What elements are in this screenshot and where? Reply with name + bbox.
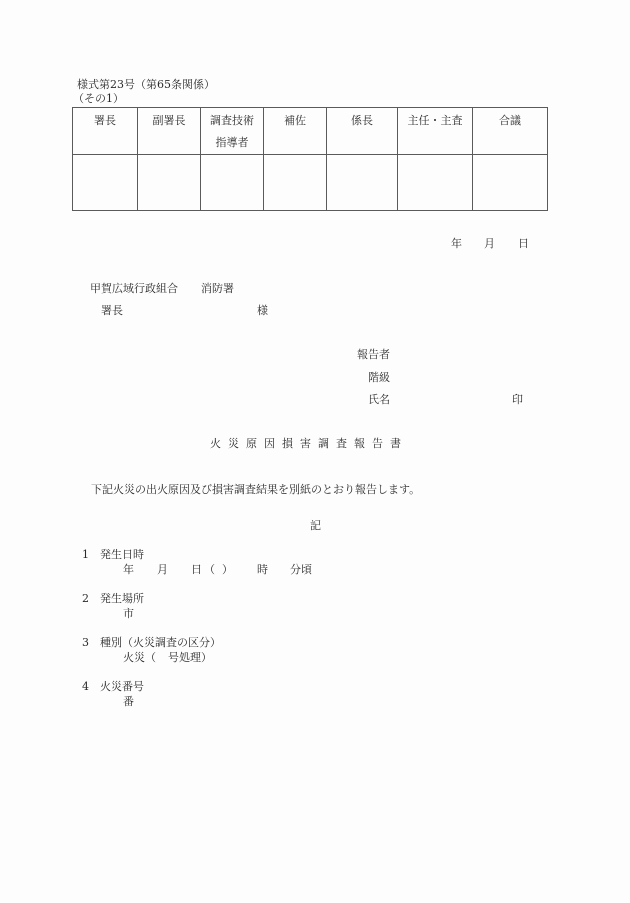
reporter-name-label: 氏名: [368, 393, 390, 406]
approval-header-row: [73, 108, 548, 155]
stamp-cell-chief: [73, 155, 138, 211]
item-4-number: 4: [82, 680, 89, 693]
stamp-cell-deputy-chief: [138, 155, 201, 211]
header-cell-officer: 主任・主査: [398, 108, 473, 155]
item-1-month: 月: [157, 563, 168, 576]
stamp-cell-consultation: [473, 155, 548, 211]
item-3-fire-suffix: 号処理）: [168, 651, 212, 664]
item-2-number: 2: [82, 592, 89, 605]
item-2-label: 発生場所: [100, 592, 144, 605]
addressee-honorific: 様: [257, 304, 268, 317]
addressee-title: 署長: [101, 304, 123, 317]
item-1-paren-open: （: [204, 563, 215, 576]
item-1-number: 1: [82, 548, 89, 561]
date-year-label: 年: [451, 237, 462, 250]
item-4-ban: 番: [123, 695, 134, 708]
reporter-rank-label: 階級: [368, 371, 390, 384]
form-number: 様式第23号（第65条関係）: [77, 78, 215, 91]
date-day-label: 日: [518, 237, 529, 250]
header-cell-section-chief: 係長: [327, 108, 398, 155]
header-cell-chief: 署長: [73, 108, 138, 155]
document-title: 火災原因損害調査報告書: [210, 437, 408, 450]
item-1-day: 日: [191, 563, 202, 576]
reporter-label: 報告者: [357, 348, 390, 361]
header-cell-assistant: 補佐: [264, 108, 327, 155]
item-1-hour: 時: [257, 563, 268, 576]
header-cell-deputy-chief: 副署長: [138, 108, 201, 155]
addressee-org: 甲賀広域行政組合: [90, 282, 178, 295]
date-month-label: 月: [484, 237, 495, 250]
item-1-paren-close: ）: [222, 563, 233, 576]
stamp-cell-investigation-instructor: [201, 155, 264, 211]
stamp-cell-officer: [398, 155, 473, 211]
item-2-city: 市: [123, 607, 134, 620]
addressee-dept: 消防署: [201, 282, 234, 295]
form-sub-number: （その1）: [73, 92, 124, 105]
item-3-number: 3: [82, 636, 89, 649]
header-cell-consultation: 合議: [473, 108, 548, 155]
item-3-fire-prefix: 火災（: [123, 651, 156, 664]
approval-stamp-row: [73, 155, 548, 211]
stamp-cell-assistant: [264, 155, 327, 211]
item-4-label: 火災番号: [100, 680, 144, 693]
approval-stamp-table: [72, 107, 548, 211]
item-1-minute: 分頃: [290, 563, 312, 576]
item-1-year: 年: [123, 563, 134, 576]
header-cell-investigation-instructor: 調査技術 指導者: [201, 108, 264, 155]
seal-mark: 印: [512, 393, 523, 406]
stamp-cell-section-chief: [327, 155, 398, 211]
intro-text: 下記火災の出火原因及び損害調査結果を別紙のとおり報告します。: [91, 483, 421, 496]
ki-heading: 記: [310, 519, 321, 532]
item-1-label: 発生日時: [100, 548, 144, 561]
item-3-label: 種別（火災調査の区分）: [100, 636, 221, 649]
